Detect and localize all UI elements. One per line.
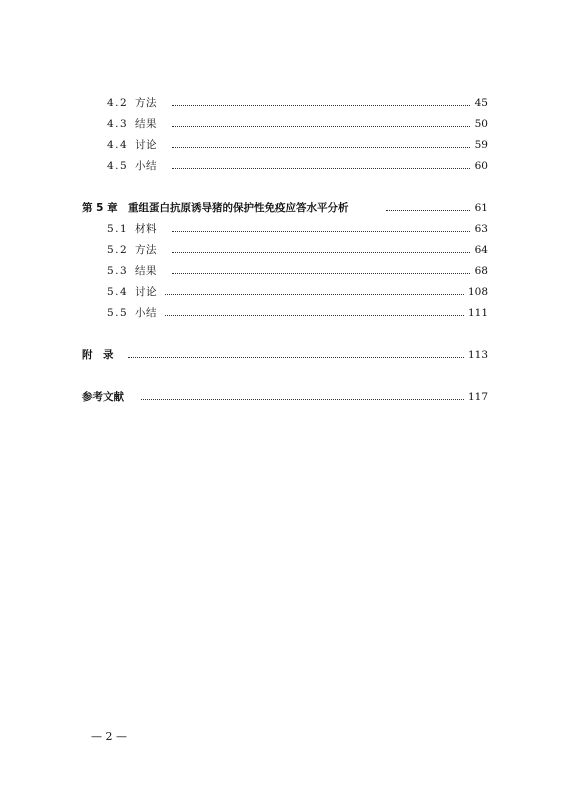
section-title: 小结 <box>135 160 157 172</box>
page-footer-number: — 2 — <box>91 730 127 743</box>
dot-leader <box>141 399 464 400</box>
section-title: 讨论 <box>135 139 157 151</box>
toc-entry-chapter-5[interactable] <box>0 201 570 215</box>
section-title: 材料 <box>135 223 157 235</box>
toc-entry-appendix[interactable] <box>0 348 570 362</box>
chapter-title: 重组蛋白抗原诱导猪的保护性免疫应答水平分析 <box>128 202 349 214</box>
toc-entry-5-5[interactable] <box>0 306 570 320</box>
section-number: 5.5 <box>107 307 129 319</box>
page-number: 111 <box>467 307 488 319</box>
page-number: 61 <box>474 202 488 214</box>
dot-leader <box>172 126 470 127</box>
appendix-title: 附 录 <box>82 349 114 361</box>
toc-entry-references[interactable] <box>0 390 570 404</box>
section-number: 4.3 <box>107 118 129 130</box>
section-title: 方法 <box>135 97 157 109</box>
dot-leader <box>165 294 464 295</box>
section-title: 方法 <box>135 244 157 256</box>
chapter-number: 第 5 章 <box>82 202 118 214</box>
dot-leader <box>172 231 470 232</box>
section-title: 小结 <box>135 307 157 319</box>
references-title: 参考文献 <box>82 391 124 403</box>
dot-leader <box>172 252 470 253</box>
toc-entry-5-1[interactable] <box>0 222 570 236</box>
section-number: 4.2 <box>107 97 129 109</box>
dot-leader <box>172 105 470 106</box>
page-number: 108 <box>467 286 488 298</box>
page-number: 63 <box>474 223 488 235</box>
page-number: 45 <box>474 97 488 109</box>
page-number: 68 <box>474 265 488 277</box>
dot-leader <box>172 168 470 169</box>
toc-entry-4-5[interactable] <box>0 159 570 173</box>
section-title: 讨论 <box>135 286 157 298</box>
section-number: 5.4 <box>107 286 129 298</box>
dot-leader <box>165 315 464 316</box>
toc-entry-4-4[interactable] <box>0 138 570 152</box>
page-number: 60 <box>474 160 488 172</box>
dot-leader <box>386 210 470 211</box>
dot-leader <box>172 147 470 148</box>
section-number: 5.3 <box>107 265 129 277</box>
section-title: 结果 <box>135 265 157 277</box>
toc-entry-5-4[interactable] <box>0 285 570 299</box>
toc-entry-4-2[interactable] <box>0 96 570 110</box>
section-number: 5.2 <box>107 244 129 256</box>
toc-entry-4-3[interactable] <box>0 117 570 131</box>
page-number: 113 <box>467 349 488 361</box>
section-number: 4.5 <box>107 160 129 172</box>
dot-leader <box>128 357 464 358</box>
dot-leader <box>172 273 470 274</box>
section-title: 结果 <box>135 118 157 130</box>
toc-entry-5-2[interactable] <box>0 243 570 257</box>
page-number: 59 <box>474 139 488 151</box>
section-number: 5.1 <box>107 223 129 235</box>
page-number: 117 <box>467 391 488 403</box>
page-number: 64 <box>474 244 488 256</box>
toc-entry-5-3[interactable] <box>0 264 570 278</box>
section-number: 4.4 <box>107 139 129 151</box>
page-number: 50 <box>474 118 488 130</box>
